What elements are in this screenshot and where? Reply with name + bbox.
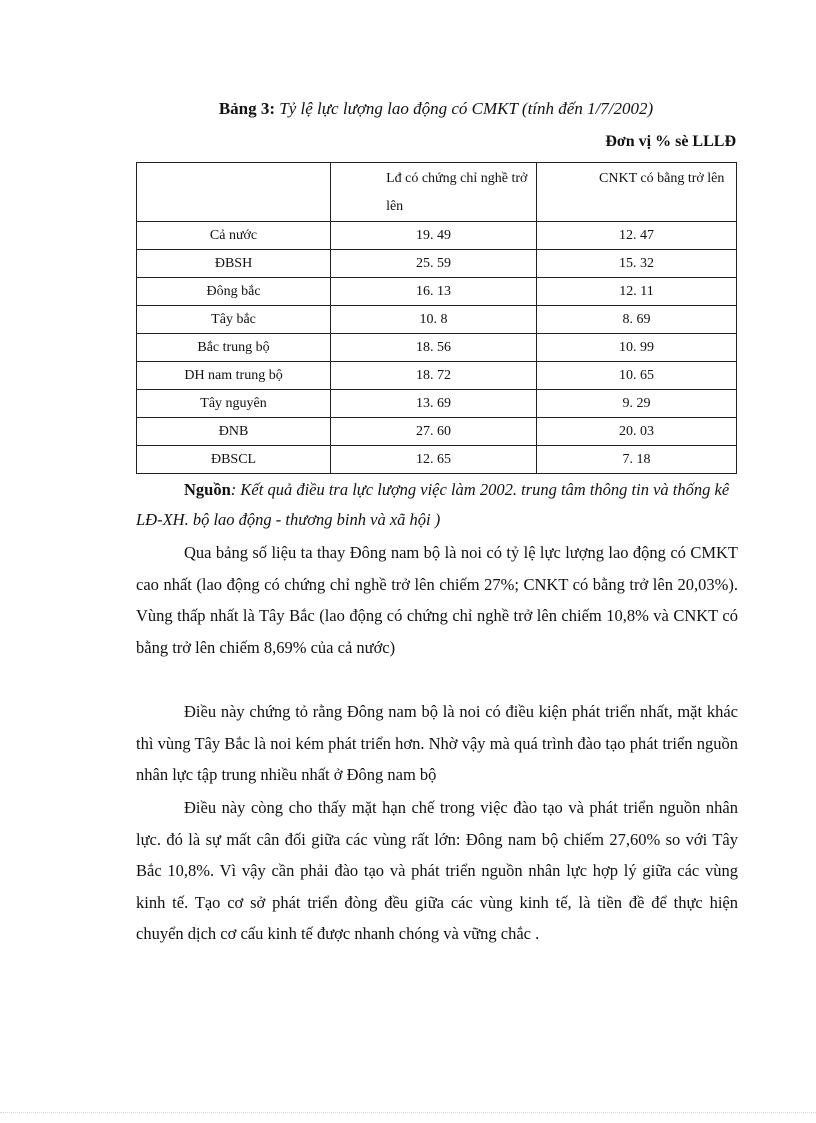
source-note [136,475,738,535]
value-cell: 25. 59 [331,250,537,278]
value-cell: 18. 56 [331,334,537,362]
data-table [136,162,737,474]
table-header-cell [137,163,331,222]
table-row [137,362,737,390]
table-row [137,390,737,418]
region-cell: ĐBSH [137,250,331,278]
region-cell: ĐNB [137,418,331,446]
value-cell: 16. 13 [331,278,537,306]
region-cell: DH nam trung bộ [137,362,331,390]
table-row [137,306,737,334]
region-cell: ĐBSCL [137,446,331,474]
region-cell: Tây nguyên [137,390,331,418]
value-cell: 20. 03 [537,418,737,446]
table-row [137,418,737,446]
caption-title: Tỷ lệ lực lượng lao động có CMKT (tính đến 1/7/2002) [279,99,654,118]
region-cell: Bắc trung bộ [137,334,331,362]
unit-label: Đơn vị % sè LLLĐ [605,133,736,150]
value-cell: 12. 65 [331,446,537,474]
value-cell: 27. 60 [331,418,537,446]
table-row [137,334,737,362]
value-cell: 13. 69 [331,390,537,418]
page-bottom-divider [0,1112,816,1113]
table-header-cell [537,163,737,222]
table-caption [136,98,736,120]
region-cell: Đông bắc [137,278,331,306]
value-cell: 8. 69 [537,306,737,334]
table-header-cell [331,163,537,222]
header-certificate: Lđ có chứng chỉ nghề trở lên [386,171,528,214]
table-header-row [137,163,737,222]
value-cell: 12. 47 [537,222,737,250]
region-cell: Tây bắc [137,306,331,334]
value-cell: 9. 29 [537,390,737,418]
value-cell: 7. 18 [537,446,737,474]
source-label: Nguồn [184,480,231,499]
value-cell: 19. 49 [331,222,537,250]
body-paragraph: Điều này còng cho thấy mặt hạn chế trong việc đào tạo và phát triển nguồn nhân lực. đó là sự mất cân đối giữa các vùng rất lớn: Đông nam bộ chiếm 27,60% so với Tây Bắc 10,8%. Vì vậy cần phải đào tạo và phát triển nguồn nhân lực hợp lý giữa các vùng kinh tế. Tạo cơ sở phát triển đòng đều giữa các vùng kinh tế, là tiền đề để thực hiện chuyển dịch cơ cấu kinh tế được nhanh chóng và vững chắc . [136,798,738,943]
table-row [137,446,737,474]
source-text: : Kết quả điều tra lực lượng việc làm 2002. trung tâm thông tin và thống kê LĐ-XH. bộ lao động - thương binh và xã hội ) [136,480,730,529]
body-paragraph: Qua bảng số liệu ta thay Đông nam bộ là noi có tỷ lệ lực lượng lao động có CMKT cao nhất (lao động có chứng chỉ nghề trở lên chiếm 27%; CNKT có bằng trở lên 20,03%). Vùng thấp nhất là Tây Bắc (lao động có chứng chỉ nghề trở lên chiếm 10,8% và CNKT có bằng trở lên chiếm 8,69% của cả nước) [136,543,738,657]
body-paragraph: Điều này chứng tỏ rằng Đông nam bộ là noi có điều kiện phát triển nhất, mặt khác thì vùng Tây Bắc là noi kém phát triển hơn. Nhờ vậy mà quá trình đào tạo phát triển nguồn nhân lực tập trung nhiều nhất ở Đông nam bộ [136,702,738,784]
header-degree: CNKT có bằng trở lên [599,171,725,186]
region-cell: Cả nước [137,222,331,250]
value-cell: 10. 8 [331,306,537,334]
value-cell: 10. 65 [537,362,737,390]
table-row [137,222,737,250]
value-cell: 12. 11 [537,278,737,306]
caption-label: Bảng 3: [218,99,276,118]
table-row [137,250,737,278]
table-row [137,278,737,306]
value-cell: 10. 99 [537,334,737,362]
value-cell: 18. 72 [331,362,537,390]
value-cell: 15. 32 [537,250,737,278]
